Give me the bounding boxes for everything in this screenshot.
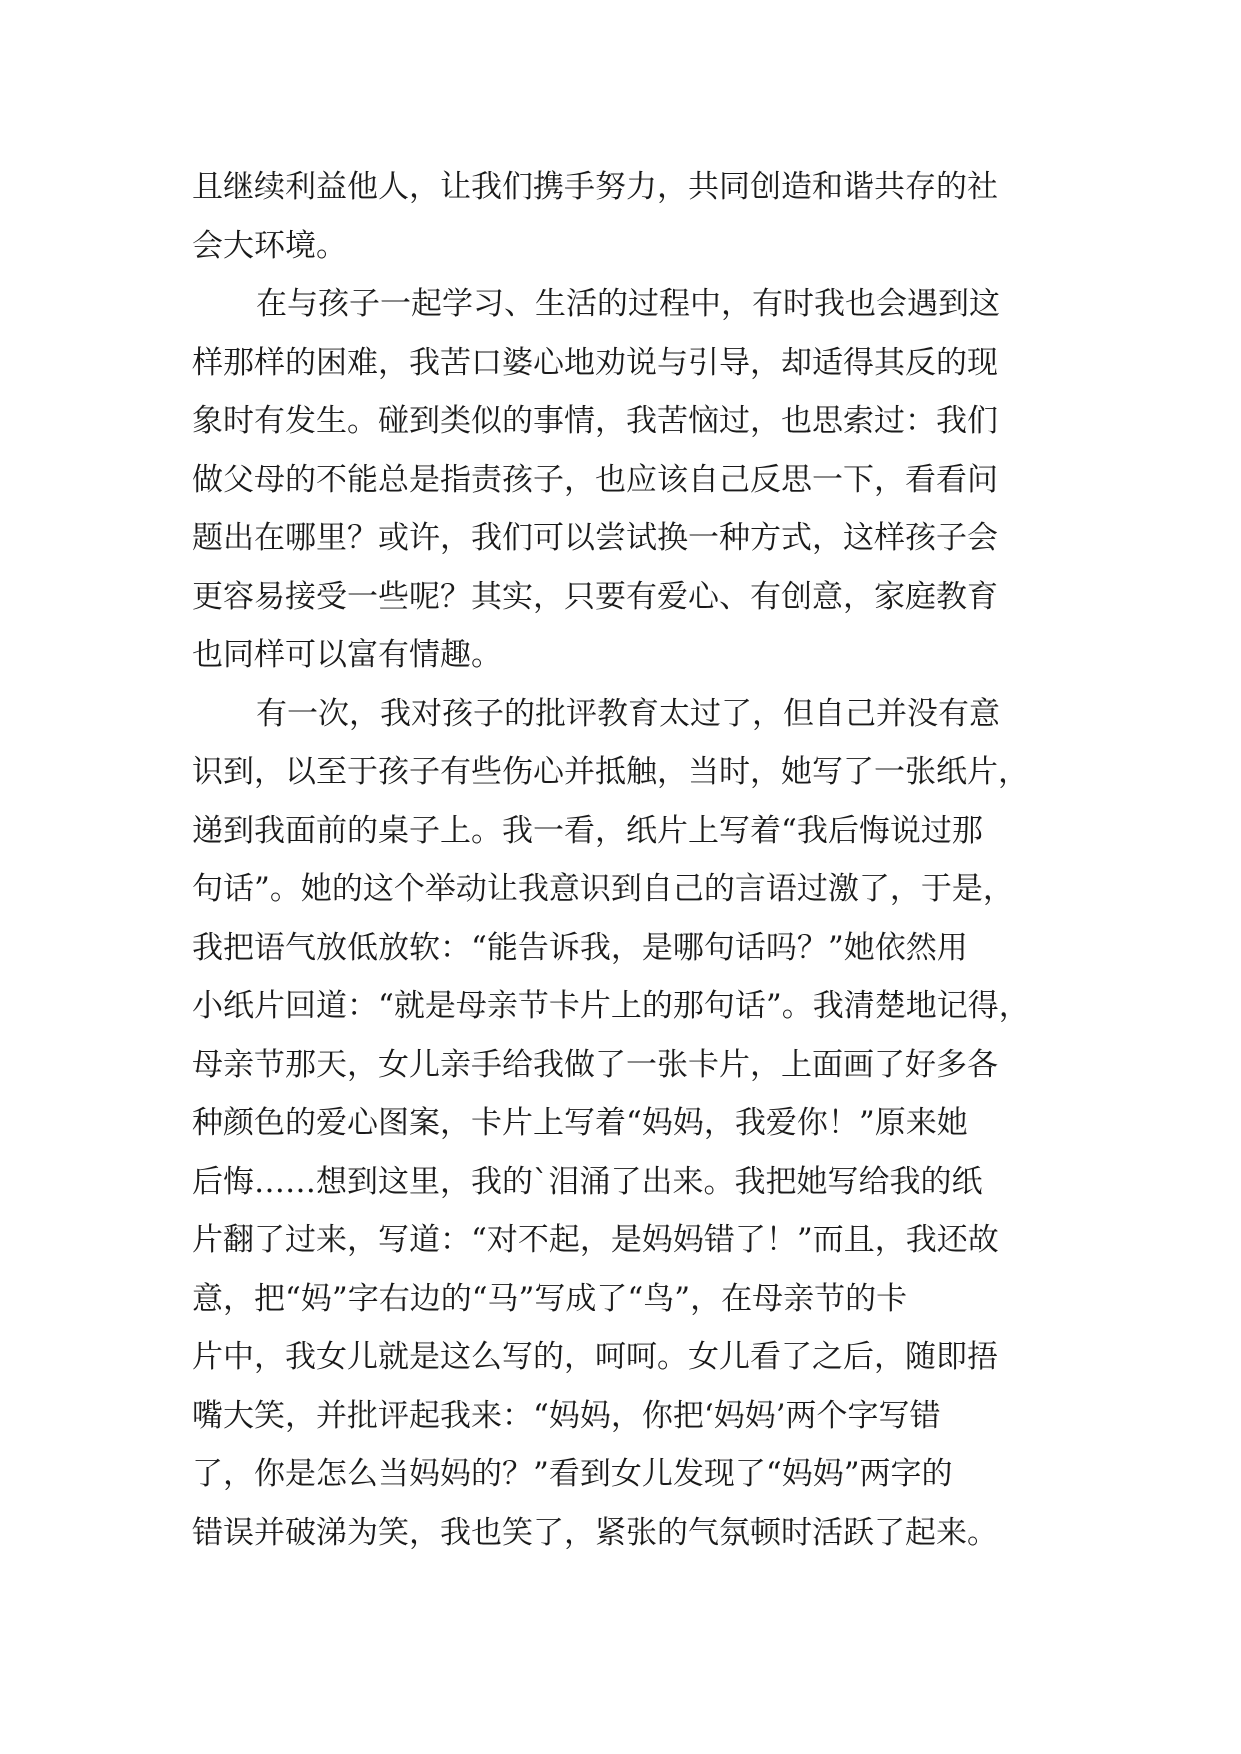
text-line: 意，把“妈”字右边的“马”写成了“鸟”，在母亲节的卡 [192, 1280, 908, 1317]
text-line: 象时有发生。碰到类似的事情，我苦恼过，也思索过：我们 [192, 403, 998, 439]
text-line: 我把语气放低放软：“能告诉我，是哪句话吗？”她依然用 [192, 929, 968, 966]
body-text [192, 158, 1072, 1562]
text-line: 更容易接受一些呢？其实，只要有爱心、有创意，家庭教育 [192, 578, 998, 615]
text-line: 递到我面前的桌子上。我一看，纸片上写着“我后悔说过那 [192, 812, 983, 849]
text-line: 也同样可以富有情趣。 [192, 637, 502, 673]
text-line: 嘴大笑，并批评起我来：“妈妈，你把‘妈妈’两个字写错 [192, 1397, 941, 1434]
text-line: 小纸片回道：“就是母亲节卡片上的那句话”。我清楚地记得， [192, 988, 1030, 1024]
text-line: 了，你是怎么当妈妈的？”看到女儿发现了“妈妈”两字的 [192, 1456, 953, 1492]
text-line: 母亲节那天，女儿亲手给我做了一张卡片，上面画了好多各 [192, 1046, 998, 1083]
text-line: 且继续利益他人，让我们携手努力，共同创造和谐共存的社 [192, 169, 998, 205]
text-line: 片中，我女儿就是这么写的，呵呵。女儿看了之后，随即捂 [192, 1339, 998, 1375]
paragraph-first-line: 有一次，我对孩子的批评教育太过了，但自己并没有意 [256, 695, 1000, 732]
text-line: 句话”。她的这个举动让我意识到自己的言语过激了，于是， [192, 871, 1014, 907]
text-line: 会大环境。 [192, 227, 347, 264]
text-line: 做父母的不能总是指责孩子，也应该自己反思一下，看看问 [192, 461, 998, 498]
text-line: 样那样的困难，我苦口婆心地劝说与引导，却适得其反的现 [192, 344, 998, 381]
text-line: 识到，以至于孩子有些伤心并抵触，当时，她写了一张纸片， [192, 754, 1029, 790]
text-line: 题出在哪里？或许，我们可以尝试换一种方式，这样孩子会 [192, 520, 998, 556]
text-line: 错误并破涕为笑，我也笑了，紧张的气氛顿时活跃了起来。 [192, 1514, 998, 1551]
text-line: 种颜色的爱心图案，卡片上写着“妈妈，我爱你！”原来她 [192, 1105, 968, 1141]
paragraph-first-line: 在与孩子一起学习、生活的过程中，有时我也会遇到这 [256, 286, 1000, 322]
text-line: 片翻了过来，写道：“对不起，是妈妈错了！”而且，我还故 [192, 1222, 999, 1258]
text-line: 后悔……想到这里，我的`泪涌了出来。我把她写给我的纸 [192, 1163, 983, 1200]
